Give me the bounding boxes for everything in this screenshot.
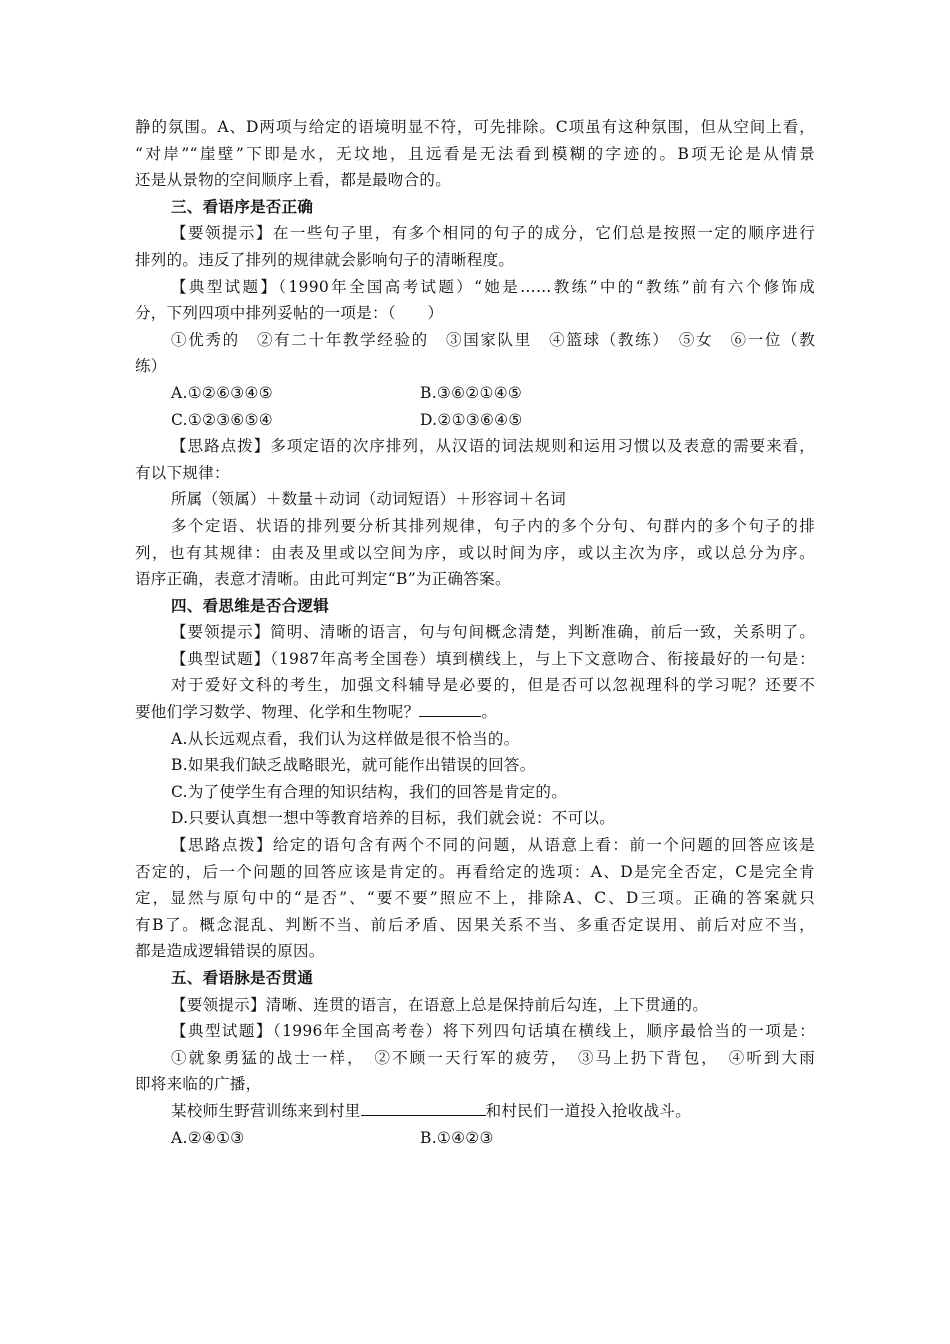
paragraph-line: 【思路点拨】给定的语句含有两个不同的问题，从语意上看：前一个问题的回答应该是 [171, 836, 815, 855]
question-text: 要他们学习数学、物理、化学和生物呢？ [135, 703, 420, 722]
paragraph-line: 【典型试题】（1987年高考全国卷）填到横线上，与上下文意吻合、衔接最好的一句是： [171, 649, 815, 668]
paragraph-line: 有B了。概念混乱、判断不当、前后矛盾、因果关系不当、多重否定误用、前后对应不当， [135, 915, 815, 934]
document-page [135, 114, 815, 1151]
paragraph-line: 都是造成逻辑错误的原因。 [135, 942, 325, 961]
paragraph-line: ①就象勇猛的战士一样， ②不顾一天行军的疲劳， ③马上扔下背包， ④听到大雨 [171, 1048, 815, 1067]
answer-blank [419, 699, 481, 717]
option-a: A.从长远观点看，我们认为这样做是很不恰当的。 [171, 729, 520, 748]
paragraph-line: 语序正确，表意才清晰。由此可判定“B”为正确答案。 [135, 570, 511, 589]
section-heading-4: 四、看思维是否合逻辑 [171, 595, 330, 615]
paragraph-line: 【要领提示】简明、清晰的语言，句与句间概念清楚，判断准确，前后一致，关系明了。 [171, 623, 815, 642]
option-a: A.②④①③ [171, 1128, 245, 1147]
section-heading-3: 三、看语序是否正确 [171, 196, 314, 216]
paragraph-line: 即将来临的广播， [135, 1075, 262, 1094]
paragraph-line: 【要领提示】在一些句子里，有多个相同的句子的成分，它们总是按照一定的顺序进行 [171, 224, 815, 243]
paragraph-line [135, 699, 815, 726]
paragraph-line: 对于爱好文科的考生，加强文科辅导是必要的，但是否可以忽视理科的学习呢？还要不 [171, 676, 815, 695]
option-d: D.只要认真想一想中等教育培养的目标，我们就会说：不可以。 [171, 809, 616, 828]
paragraph-line: 【要领提示】清晰、连贯的语言，在语意上总是保持前后勾连，上下贯通的。 [171, 995, 709, 1014]
paragraph-line: 定，显然与原句中的“是否”、“要不要”照应不上，排除A、C、D三项。正确的答案就只 [135, 889, 815, 908]
paragraph-line: 否定的，后一个问题的回答应该是肯定的。再看给定的选项：A、D是完全否定，C是完全肯 [135, 862, 815, 881]
paragraph-line: 【思路点拨】多项定语的次序排列，从汉语的词法规则和运用习惯以及表意的需要来看， [171, 437, 815, 456]
paragraph-line: “对岸”“崖壁”下即是水，无坟地，且远看是无法看到模糊的字迹的。B项无论是从情景 [135, 144, 815, 163]
option-b: B.①④②③ [420, 1128, 494, 1147]
section-heading-5: 五、看语脉是否贯通 [171, 968, 314, 987]
option-row [135, 380, 815, 407]
sentence-start: 某校师生野营训练来到村里 [171, 1101, 361, 1120]
paragraph-line: 还是从景物的空间顺序上看，都是最吻合的。 [135, 171, 452, 190]
paragraph-line: 排列的。违反了排列的规律就会影响句子的清晰程度。 [135, 250, 515, 269]
paragraph-line: 【典型试题】（1990年全国高考试题）“她是……教练”中的“教练”前有六个修饰成 [171, 277, 815, 296]
paragraph-line: 所属（领属）＋数量＋动词（动词短语）＋形容词＋名词 [171, 490, 567, 509]
paragraph-line: 有以下规律： [135, 463, 230, 482]
option-c: C.为了使学生有合理的知识结构，我们的回答是肯定的。 [171, 782, 568, 801]
paragraph-line [135, 1098, 815, 1125]
paragraph-line: 列，也有其规律：由表及里或以空间为序，或以时间为序，或以主次为序，或以总分为序。 [135, 543, 815, 562]
option-d: D.②①③⑥④⑤ [420, 410, 523, 429]
paragraph-line: ①优秀的 ②有二十年教学经验的 ③国家队里 ④篮球（教练） ⑤女 ⑥一位（教 [171, 330, 815, 349]
answer-blank [361, 1098, 486, 1116]
sentence-end: 和村民们一道投入抢收战斗。 [485, 1101, 692, 1120]
option-row [135, 1125, 815, 1152]
option-b: B.如果我们缺乏战略眼光，就可能作出错误的回答。 [171, 756, 536, 775]
paragraph-line: 分，下列四项中排列妥帖的一项是：（ ） [135, 304, 444, 323]
paragraph-line: 多个定语、状语的排列要分析其排列规律，句子内的多个分句、句群内的多个句子的排 [171, 516, 815, 535]
option-c: C.①②③⑥⑤④ [171, 410, 274, 429]
option-row [135, 407, 815, 434]
paragraph-line: 静的氛围。A、D两项与给定的语境明显不符，可先排除。C项虽有这种氛围，但从空间上看， [135, 118, 815, 136]
paragraph-line: 练） [135, 357, 167, 376]
period: 。 [481, 703, 498, 722]
option-a: A.①②⑥③④⑤ [171, 383, 273, 402]
option-b: B.③⑥②①④⑤ [420, 383, 523, 402]
paragraph-line: 【典型试题】（1996年全国高考卷）将下列四句话填在横线上，顺序最恰当的一项是： [171, 1022, 815, 1041]
